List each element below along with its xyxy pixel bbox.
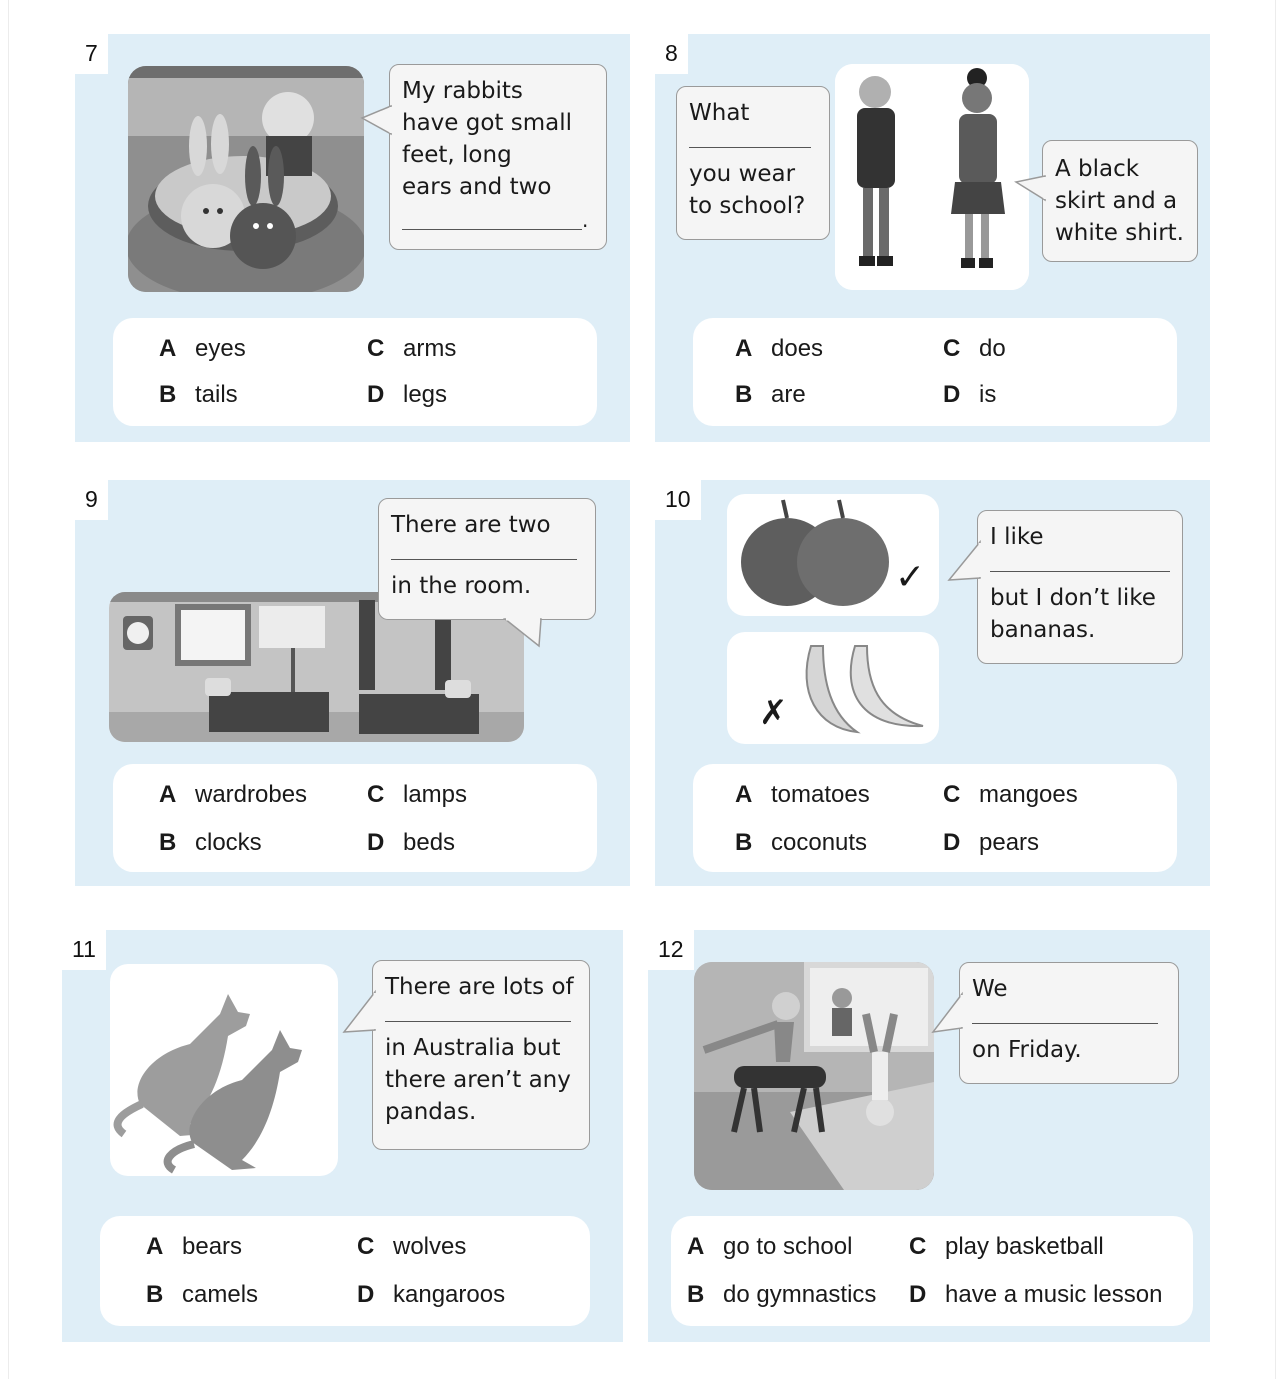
option-d[interactable]: D have a music lesson — [909, 1281, 1163, 1308]
speech-bubble: We on Friday. — [959, 962, 1179, 1084]
option-a[interactable]: A go to school — [687, 1233, 853, 1260]
option-b[interactable]: B are — [735, 381, 806, 408]
answer-options — [113, 318, 597, 426]
question-number: 10 — [653, 478, 701, 520]
answer-options — [693, 764, 1177, 872]
onions-picture — [727, 494, 939, 616]
option-a[interactable]: A bears — [146, 1233, 243, 1260]
question-11 — [62, 930, 623, 1342]
answer-options — [693, 318, 1177, 426]
option-a[interactable]: A tomatoes — [735, 781, 870, 808]
option-d[interactable]: D legs — [367, 381, 448, 408]
question-9 — [75, 480, 630, 886]
option-c[interactable]: C arms — [367, 335, 457, 362]
answer-options — [100, 1216, 590, 1326]
answer-blank[interactable] — [391, 545, 577, 560]
answer-blank[interactable] — [689, 133, 811, 148]
bubble-tail — [1016, 176, 1046, 206]
answer-blank[interactable] — [972, 1009, 1158, 1024]
option-d[interactable]: D beds — [367, 829, 456, 856]
speech-bubble: There are two in the room. — [378, 498, 596, 620]
speech-bubble: I like but I don’t like bananas. — [977, 510, 1183, 664]
kangaroos-picture — [110, 964, 338, 1176]
option-d[interactable]: D kangaroos — [357, 1281, 506, 1308]
bubble-tail — [933, 994, 963, 1036]
bubble-tail — [344, 992, 376, 1036]
question-number: 8 — [653, 32, 688, 74]
speech-bubble: My rabbits have got small feet, long ears and two . — [389, 64, 607, 250]
option-b[interactable]: B tails — [159, 381, 238, 408]
answer-blank[interactable] — [402, 209, 582, 230]
answer-options — [671, 1216, 1193, 1326]
gymnastics-picture — [694, 962, 934, 1190]
rabbits-picture — [128, 66, 364, 292]
question-number: 7 — [73, 32, 108, 74]
option-c[interactable]: C mangoes — [943, 781, 1078, 808]
option-c[interactable]: C play basketball — [909, 1233, 1104, 1260]
question-12 — [648, 930, 1210, 1342]
question-number: 11 — [60, 928, 106, 970]
question-8 — [655, 34, 1210, 442]
question-number: 9 — [73, 478, 108, 520]
answer-blank[interactable] — [385, 1007, 571, 1022]
option-b[interactable]: B coconuts — [735, 829, 868, 856]
option-d[interactable]: D is — [943, 381, 997, 408]
speech-bubble: What you wear to school? — [676, 86, 830, 240]
check-mark: ✓ — [895, 557, 926, 598]
bubble-tail — [505, 618, 545, 648]
reply-bubble: A black skirt and a white shirt. — [1042, 140, 1198, 262]
option-a[interactable]: A wardrobes — [159, 781, 308, 808]
answer-options — [113, 764, 597, 872]
option-b[interactable]: B do gymnastics — [687, 1281, 877, 1308]
question-number: 12 — [646, 928, 694, 970]
option-b[interactable]: B camels — [146, 1281, 259, 1308]
question-7 — [75, 34, 630, 442]
bubble-tail — [362, 106, 392, 136]
bananas-picture — [727, 632, 939, 744]
option-c[interactable]: C lamps — [367, 781, 468, 808]
question-10 — [655, 480, 1210, 886]
bubble-tail — [949, 542, 981, 584]
children-picture — [835, 64, 1029, 290]
option-c[interactable]: C do — [943, 335, 1006, 362]
speech-bubble: There are lots of in Australia but there aren’t any pandas. — [372, 960, 590, 1150]
option-d[interactable]: D pears — [943, 829, 1040, 856]
answer-blank[interactable] — [990, 557, 1170, 572]
option-a[interactable]: A eyes — [159, 335, 246, 362]
option-a[interactable]: A does — [735, 335, 824, 362]
option-b[interactable]: B clocks — [159, 829, 262, 856]
cross-mark: ✗ — [759, 693, 788, 733]
option-c[interactable]: C wolves — [357, 1233, 467, 1260]
